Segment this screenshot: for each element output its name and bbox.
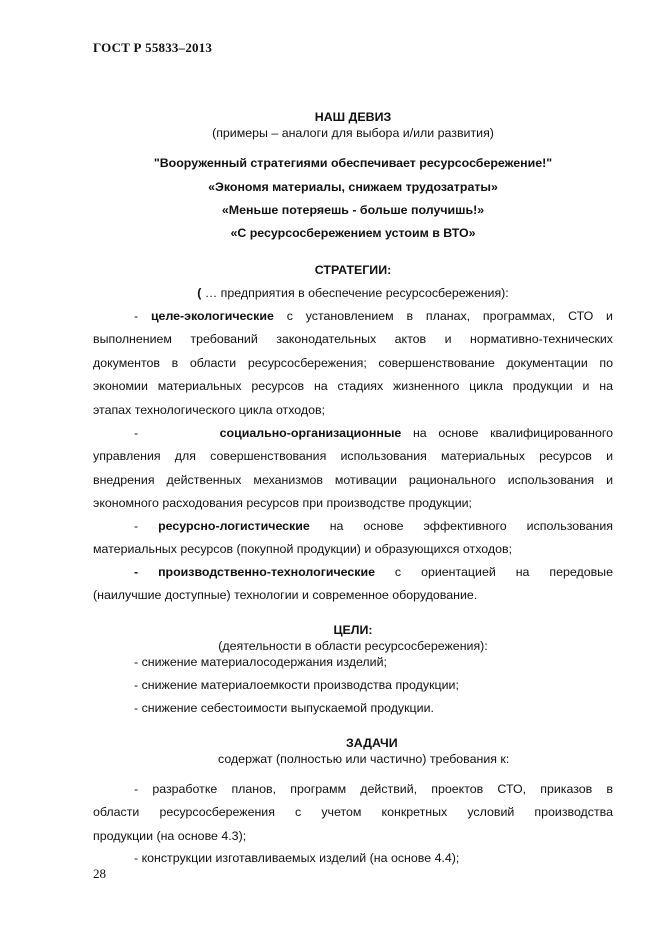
- strategy-item-4: [93, 561, 613, 608]
- strategy-item-1-line-4: экономии материальных ресурсов на стадиях жизненного цикла продукции и на: [93, 379, 613, 394]
- page-number: 28: [93, 866, 106, 881]
- task-item-1-line-1: - разработке планов, программ действий, проектов СТО, приказов в: [134, 782, 613, 796]
- strategy-term-3: ресурсно-логистические: [158, 519, 310, 533]
- goals-subtitle: (деятельности в области ресурсосбережения):: [218, 639, 488, 653]
- strategy-item-3: [93, 515, 613, 562]
- task-item-1-line-2: области ресурсосбережения с учетом конкретных условий производства: [93, 805, 613, 820]
- strategy-item-1-line-3: документов в области ресурсосбережения; совершенствование документации по: [93, 355, 613, 370]
- motto-subtitle: (примеры – аналоги для выбора и/или развития): [212, 126, 494, 140]
- strategy-item-2-line-4: экономного расходования ресурсов при производстве продукции;: [93, 496, 472, 511]
- strategy-dash-4: -: [134, 565, 159, 579]
- motto-slogan-3: «Меньше потеряешь - больше получишь!»: [221, 203, 485, 217]
- strategy-item-1: [93, 305, 613, 422]
- motto-slogan-4: «С ресурсосбережением устоим в ВТО»: [230, 226, 476, 240]
- task-item-1-line-3: продукции (на основе 4.3);: [93, 828, 247, 843]
- strategy-item-1-line-2: выполнением требований законодательных актов и нормативно-технических: [93, 332, 613, 347]
- task-item-1: [93, 778, 613, 848]
- strategy-term-4: производственно-технологические: [158, 565, 375, 579]
- strategy-item-1-line-1: - целе-экологические с установлением в планах, программах, СТО и: [134, 309, 613, 323]
- strategy-item-4-line-1: - производственно-технологические с ориентацией на передовые: [134, 565, 613, 579]
- goals-title: ЦЕЛИ:: [333, 623, 373, 637]
- strategy-item-3-line-2: материальных ресурсов (покупной продукции) и образующихся отходов;: [93, 542, 513, 557]
- strategies-subtitle-paren: (: [197, 286, 202, 300]
- goal-item-1: - снижение материалосодержания изделий;: [134, 655, 387, 669]
- motto-title: НАШ ДЕВИЗ: [314, 110, 392, 124]
- motto-slogan-1: "Вооруженный стратегиями обеспечивает ресурсосбережение!": [153, 156, 553, 170]
- strategy-term-2: социально-организационные: [219, 426, 402, 440]
- tasks-title: ЗАДАЧИ: [346, 736, 398, 750]
- strategy-item-4-line-2: (наилучшие доступные) технологии и современное оборудование.: [93, 588, 478, 603]
- document-header: ГОСТ Р 55833–2013: [93, 40, 213, 55]
- tasks-subtitle: содержат (полностью или частично) требования к:: [218, 752, 510, 766]
- strategy-item-2-line-2: управления для совершенствования использования материальных ресурсов и: [93, 449, 613, 464]
- strategy-item-2-line-1: - социально-организационные на основе квалифицированного: [134, 426, 613, 440]
- motto-slogan-2: «Экономя материалы, снижаем трудозатраты»: [208, 180, 498, 194]
- strategies-subtitle: [93, 286, 613, 300]
- goal-item-2: - снижение материалоемкости производства продукции;: [134, 678, 459, 692]
- strategy-item-3-line-1: - ресурсно-логистические на основе эффективного использования: [134, 519, 613, 533]
- strategy-item-2-line-3: внедрения действенных механизмов мотивации рационального использования и: [93, 472, 613, 487]
- strategies-subtitle-text: … предприятия в обеспечение ресурсосбережения):: [201, 286, 509, 300]
- strategies-title: СТРАТЕГИИ:: [314, 263, 392, 277]
- strategy-term-1: целе-экологические: [150, 309, 274, 323]
- strategy-item-2: [93, 422, 613, 516]
- task-item-2: - конструкции изготавливаемых изделий (на основе 4.4);: [134, 851, 460, 865]
- goal-item-3: - снижение себестоимости выпускаемой продукции.: [134, 701, 434, 715]
- strategy-item-1-line-5: этапах технологического цикла отходов;: [93, 402, 326, 417]
